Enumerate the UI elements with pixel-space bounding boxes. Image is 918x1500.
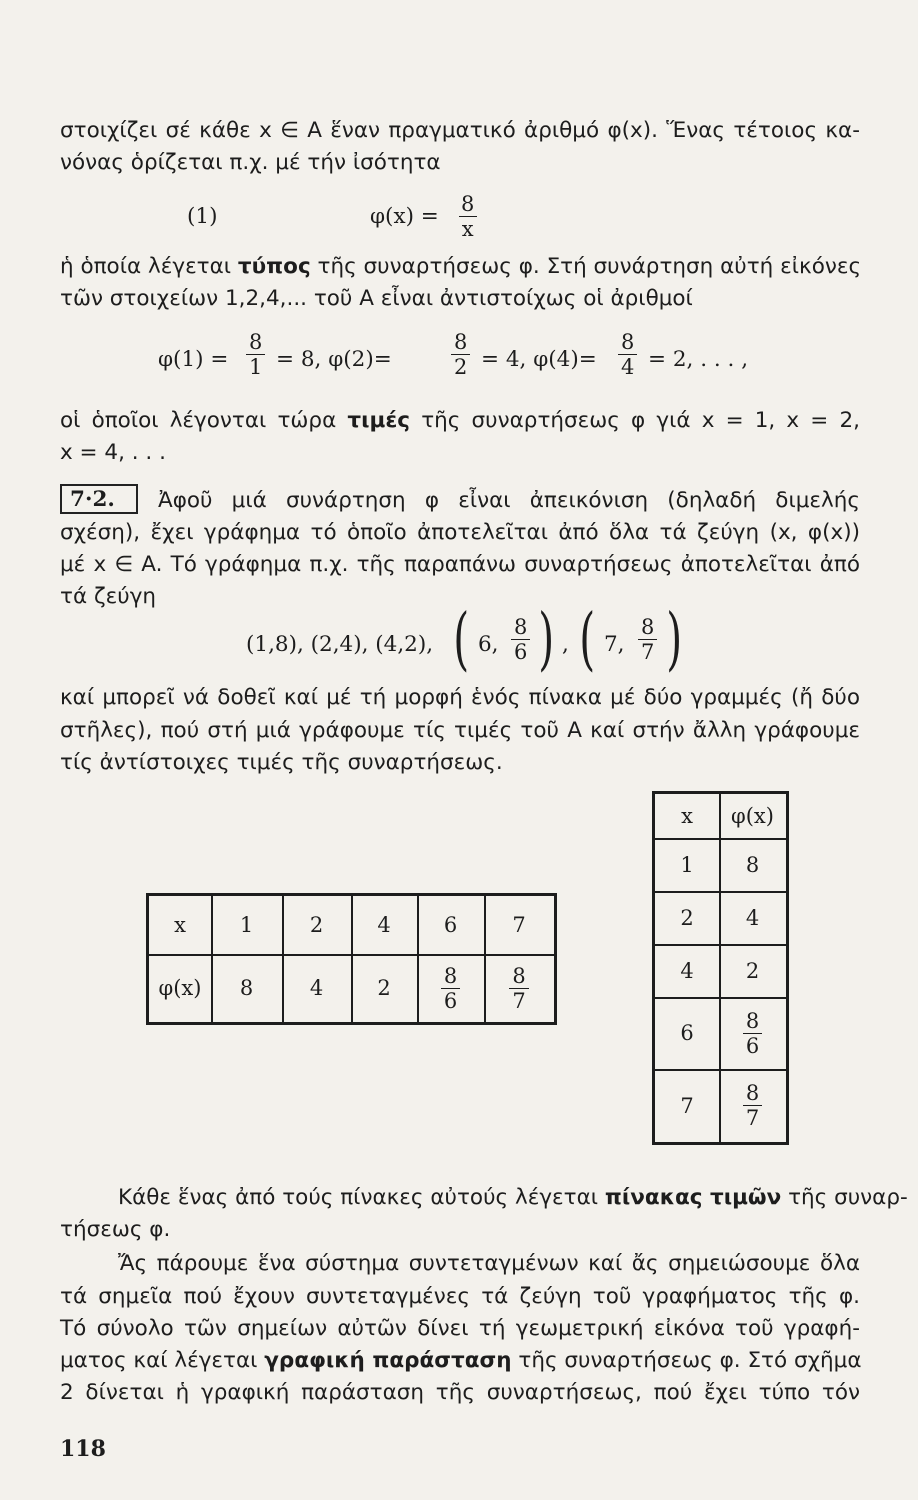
paragraph5-line1 xyxy=(118,1183,908,1213)
pair2-den: 7 xyxy=(638,639,657,664)
paragraph1-line2: νόνας ὁρίζεται π.χ. μέ τήν ἰσότητα xyxy=(60,150,441,175)
paragraph2-line1 xyxy=(60,252,860,282)
vtable-x-cell: 6 xyxy=(680,1021,694,1045)
htable-frac2-num: 8 xyxy=(512,963,526,988)
value-fraction-3 xyxy=(618,330,637,379)
htable-x-cell: 2 xyxy=(309,913,324,937)
vertical-value-table xyxy=(652,791,789,1145)
value-fraction-2 xyxy=(451,330,470,379)
paragraph6-line3: Τό σύνολο τῶν σημείων αὐτῶν δίνει τή γεωμετρική εἰκόνα τοῦ γραφή- xyxy=(60,1316,860,1341)
vtable-x-cell: 2 xyxy=(680,905,694,930)
section-line1: Ἀφοῦ μιά συνάρτηση φ εἶναι ἀπεικόνιση (δηλαδή διμελής xyxy=(158,488,860,513)
term-typos: τύπος xyxy=(237,254,311,279)
htable-phi-cell: 2 xyxy=(377,976,391,1000)
htable-frac1-num: 8 xyxy=(443,963,458,988)
pair2-num: 8 xyxy=(641,615,655,639)
value-phi1: φ(1) = xyxy=(158,347,229,372)
section-line2: σχέση), ἔχει γράφημα τό ὁποῖο ἀποτελεῖται ἀπό ὅλα τά ζεύγη (x, φ(x)) xyxy=(60,520,860,545)
htable-frac1-den: 6 xyxy=(441,988,460,1013)
paragraph6-line1: Ἄς πάρουμε ἕνα σύστημα συντεταγμένων καί ἄς σημειώσουμε ὅλα xyxy=(118,1251,860,1276)
pair1-close-paren: ) xyxy=(538,600,555,679)
vtable-frac2-num: 8 xyxy=(745,1081,760,1105)
paragraph6-text-b: τῆς συναρτήσεως φ. Στό σχῆμα xyxy=(511,1348,862,1373)
paragraph5-text-a: Κάθε ἕνας ἀπό τούς πίνακες αὐτούς λέγεται xyxy=(118,1185,605,1210)
vtable-header-phi: φ(x) xyxy=(731,804,774,828)
paragraph4-line2: στῆλες), πού στή μιά γράφουμε τίς τιμές τοῦ A καί στήν ἄλλη γράφουμε xyxy=(60,718,860,743)
htable-x-cell: 1 xyxy=(239,913,254,937)
vtable-frac2-den: 7 xyxy=(743,1105,762,1130)
htable-frac2-den: 7 xyxy=(509,988,528,1013)
vtable-phi-cell: 2 xyxy=(745,958,760,983)
vtable-phi-cell: 4 xyxy=(745,905,760,930)
horizontal-value-table xyxy=(146,893,557,1025)
vtable-phi-fraction xyxy=(743,1081,762,1130)
paragraph3-text-b: τῆς συναρτήσεως φ γιά x = 1, x = 2, xyxy=(410,408,860,433)
vtable-frac1-num: 8 xyxy=(745,1008,760,1033)
paragraph2-line2: τῶν στοιχείων 1,2,4,... τοῦ A εἶναι ἀντιστοίχως οἱ ἀριθμοί xyxy=(60,286,693,311)
paragraph1-line1: στοιχίζει σέ κάθε x ∈ A ἕναν πραγματικό ἀριθμό φ(x). Ἕνας τέτοιος κα- xyxy=(60,118,860,143)
vtable-x-cell: 1 xyxy=(680,852,694,877)
pairs-plain: (1,8), (2,4), (4,2), xyxy=(246,632,434,657)
htable-x-cell: 7 xyxy=(512,913,526,937)
paragraph4-line1: καί μπορεῖ νά δοθεῖ καί μέ τή μορφή ἑνός πίνακα μέ δύο γραμμές (ἤ δύο xyxy=(60,685,860,710)
pair1-num: 8 xyxy=(514,615,528,639)
paragraph2-text-b: τῆς συναρτήσεως φ. Στή συνάρτηση αὐτή εἰκόνες xyxy=(310,254,862,279)
equation-denominator: x xyxy=(459,216,477,241)
pair2-fraction xyxy=(638,615,657,664)
pairs-comma: , xyxy=(562,632,569,657)
vtable-phi-cell xyxy=(719,1069,786,1142)
pair1-open-paren: ( xyxy=(453,600,470,679)
htable-header-x: x xyxy=(174,913,186,937)
value-fraction-2-num: 8 xyxy=(454,330,468,354)
value-fraction-3-den: 4 xyxy=(618,354,637,379)
htable-x-cell: 4 xyxy=(377,913,391,937)
paragraph3-line2: x = 4, . . . xyxy=(60,440,166,465)
paragraph2-text-a: ἡ ὁποία λέγεται xyxy=(60,254,238,279)
pair1-x: 6, xyxy=(478,632,499,657)
vtable-phi-fraction xyxy=(743,1009,762,1058)
vtable-x-cell: 4 xyxy=(680,958,694,983)
value-fraction-3-num: 8 xyxy=(621,330,635,354)
htable-x-cell: 6 xyxy=(443,913,458,937)
equation-lhs: φ(x) = xyxy=(370,204,439,229)
vtable-phi-cell xyxy=(719,997,786,1069)
term-graph: γραφική παράσταση xyxy=(264,1348,512,1373)
htable-phi-cell: 4 xyxy=(309,976,324,1000)
vtable-phi-cell: 8 xyxy=(745,852,760,877)
value-fraction-2-den: 2 xyxy=(451,354,470,379)
htable-phi-fraction xyxy=(441,964,460,1013)
paragraph6-line5: 2 δίνεται ἡ γραφική παράσταση τῆς συναρτήσεως, πού ἔχει τύπο τόν xyxy=(60,1380,860,1405)
page-number: 118 xyxy=(60,1436,106,1462)
htable-phi-cell: 8 xyxy=(239,976,254,1000)
paragraph3-text-a: οἱ ὁποῖοι λέγονται τώρα xyxy=(60,408,348,433)
value-phi2: = 8, φ(2)= xyxy=(276,347,392,372)
htable-phi-cell xyxy=(484,954,554,1022)
value-fraction-1-den: 1 xyxy=(246,354,265,379)
vtable-frac1-den: 6 xyxy=(743,1033,762,1058)
section-line4: τά ζεύγη xyxy=(60,584,157,609)
term-times: τιμές xyxy=(347,408,411,433)
paragraph3-line1 xyxy=(60,406,860,436)
term-value-table: πίνακας τιμῶν xyxy=(604,1185,782,1210)
paragraph4-line3: τίς ἀντίστοιχες τιμές τῆς συναρτήσεως. xyxy=(60,750,503,775)
equation-fraction xyxy=(458,192,477,241)
vtable-header-x: x xyxy=(681,804,693,828)
htable-header-phi: φ(x) xyxy=(158,976,202,1000)
pair1-fraction xyxy=(511,615,530,664)
section-number: 7·2. xyxy=(70,487,115,512)
pair2-open-paren: ( xyxy=(579,600,596,679)
equation-label: (1) xyxy=(187,204,218,229)
equation-numerator: 8 xyxy=(461,192,475,216)
pair1-den: 6 xyxy=(511,639,530,664)
paragraph6-line2: τά σημεῖα πού ἔχουν συντεταγμένες τά ζεύγη τοῦ γραφήματος τῆς φ. xyxy=(60,1284,860,1309)
pair2-x: 7, xyxy=(604,632,625,657)
paragraph5-text-b: τῆς συναρ- xyxy=(781,1185,908,1210)
pair2-close-paren: ) xyxy=(666,600,683,679)
vtable-x-cell: 7 xyxy=(680,1093,694,1118)
htable-phi-cell xyxy=(417,954,484,1022)
section-line3: μέ x ∈ A. Τό γράφημα π.χ. τῆς παραπάνω συναρτήσεως ἀποτελεῖται ἀπό xyxy=(60,552,860,577)
paragraph6-line4 xyxy=(60,1346,860,1376)
value-fraction-1 xyxy=(246,330,265,379)
value-phi4: = 4, φ(4)= xyxy=(481,347,597,372)
htable-phi-fraction xyxy=(509,964,528,1013)
value-fraction-1-num: 8 xyxy=(249,330,263,354)
value-result-tail: = 2, . . . , xyxy=(648,347,749,372)
paragraph5-line2: τήσεως φ. xyxy=(60,1217,171,1242)
paragraph6-text-a: ματος καί λέγεται xyxy=(60,1348,265,1373)
